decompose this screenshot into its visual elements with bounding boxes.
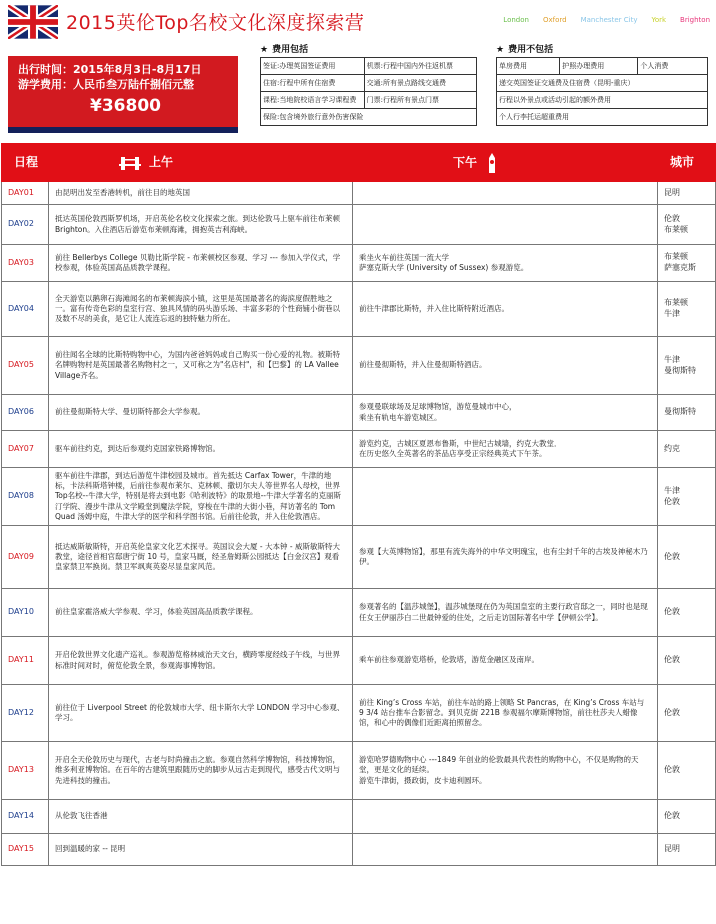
itinerary-row xyxy=(2,637,716,685)
morning-activity: 前往闻名全球的比斯特购物中心，为国内爸爸妈妈或自己购买一份心爱的礼物。被斯特名牌购物村是英国最著名购物村之一，又可称之为"名店村"，和【巴黎】的 LA Vallee Village齐名。 xyxy=(49,337,353,395)
city-cell: 牛津 伦敦 xyxy=(658,468,716,526)
city-cell: 伦敦 xyxy=(658,589,716,637)
morning-activity: 全天游览以鹅卵石海滩闻名的布莱顿海滨小镇，这里是英国最著名的海滨度假胜地之一。富有传奇色彩的皇室行宫、独具风情的码头游乐场、丰富多彩的个性商铺小街巷以及数不尽的美食，是它让人流连忘返的独特魅力所在。 xyxy=(49,282,353,337)
afternoon-activity: 游览约克，古城区夏恩布鲁斯，中世纪古城墙，约克大教堂． 在历史悠久全英著名的茶品店享受正宗经典英式下午茶。 xyxy=(353,431,658,468)
day-label: DAY02 xyxy=(2,205,49,245)
trip-dates: 出行时间：2015年8月3日-8月17日 xyxy=(18,63,202,76)
itinerary-row xyxy=(2,337,716,395)
header-pm: 下午 xyxy=(353,144,658,182)
afternoon-activity: 游览哈罗德购物中心 ---1849 年创业的伦敦最具代表性的购物中心，不仅是购物的天堂，更是文化的延续。 游览牛津街，摄政街，皮卡迪利圆环。 xyxy=(353,742,658,800)
big-ben-icon xyxy=(487,153,497,173)
day-label: DAY04 xyxy=(2,282,49,337)
day-label: DAY14 xyxy=(2,800,49,834)
day-label: DAY11 xyxy=(2,637,49,685)
page-title: 2015英伦Top名校文化深度探索营 xyxy=(66,12,365,34)
morning-activity: 抵达威斯敏斯特，开启英伦皇家文化艺术探寻。英国议会大厦 - 大本钟 - 威斯敏斯特大教堂，途径首相官邸唐宁街 10 号，皇家马厩，经圣詹姆斯公园抵达【白金汉宫】观看皇家禁卫军换岗。禁卫军飒爽英姿尽显皇家风范。 xyxy=(49,526,353,589)
morning-activity: 前往皇家霍洛威大学参观、学习，体验英国高品质教学课程。 xyxy=(49,589,353,637)
afternoon-activity: 前往 King’s Cross 车站，前往车站的路上领略 St Pancras，在 King’s Cross 车站与 9 3/4 站台推车合影留念。到贝克街 221B 参观福尔摩斯博物馆，前往杜莎夫人蜡像馆，和心中的偶像们近距离拍照留念。 xyxy=(353,685,658,742)
morning-activity: 抵达英国伦敦西斯罗机场，开启英伦名校文化探索之旅。到达伦敦马上驱车前往布莱顿 Brighton。入住酒店后游览布莱顿海滩，拥抱英吉利海峡。 xyxy=(49,205,353,245)
itinerary-row xyxy=(2,182,716,205)
morning-activity: 驱车前往约克，到达后参观约克国家铁路博物馆。 xyxy=(49,431,353,468)
morning-activity: 前往曼彻斯特大学、曼切斯特都会大学参观。 xyxy=(49,395,353,431)
tower-bridge-icon xyxy=(119,156,141,170)
itinerary-row xyxy=(2,431,716,468)
excluded-cell: 个人消费 xyxy=(638,58,708,75)
afternoon-activity xyxy=(353,182,658,205)
included-title: ★ 费用包括 xyxy=(260,45,309,55)
city-cell: 布莱顿 萨塞克斯 xyxy=(658,245,716,282)
included-cell: 住宿:行程中所有住宿费 xyxy=(261,75,365,92)
day-label: DAY03 xyxy=(2,245,49,282)
day-label: DAY12 xyxy=(2,685,49,742)
morning-activity: 开启全天伦敦历史与现代，古老与时尚撞击之旅。参观自然科学博物馆，科技博物馆，维多利亚博物馆。在百年的古建筑里跟随历史的脚步从远古走到现代，感受古代文明与先进科技的撞击。 xyxy=(49,742,353,800)
city-cell: 布莱顿 牛津 xyxy=(658,282,716,337)
afternoon-activity: 参观曼联球场及足球博物馆，游览曼城市中心， 乘坐有轨电车游览城区。 xyxy=(353,395,658,431)
morning-activity: 驱车前往牛津郡，到达后游览牛津校园及城市。首先抵达 Carfax Tower，牛津的地标，卡法科斯塔钟楼，后前往参观布莱尔、克林顿、撒切尔夫人等世界名人母校，世界Top名校--牛津大学，特别是将去到电影《哈利波特》的取景地--牛津大学著名的克丽斯汀学院、漫步牛津从文学殿堂到魔法学院，穿梭在牛津的大街小巷，拜访著名的 Tom Quad 汤姆中庭，牛津大学的医学和科学图书馆。后前往伦敦，并入住伦敦酒店。 xyxy=(49,468,353,526)
city-cell: 伦敦 xyxy=(658,800,716,834)
itinerary-row xyxy=(2,742,716,800)
itinerary-table xyxy=(1,143,716,866)
day-label: DAY07 xyxy=(2,431,49,468)
excluded-cell: 行程以外景点或活动引起的额外费用 xyxy=(497,92,708,109)
city-cell: 曼彻斯特 xyxy=(658,395,716,431)
city-cell: 伦敦 xyxy=(658,685,716,742)
trip-fee: 游学费用：人民币叁万陆仟捌佰元整 xyxy=(18,78,194,91)
city-cell: 昆明 xyxy=(658,834,716,866)
itinerary-row xyxy=(2,526,716,589)
city-list xyxy=(489,16,710,24)
city-label: London xyxy=(503,16,529,24)
city-cell: 伦敦 布莱顿 xyxy=(658,205,716,245)
day-label: DAY08 xyxy=(2,468,49,526)
afternoon-activity: 乘车前往参观游览塔桥，伦敦塔，游览金融区及南岸。 xyxy=(353,637,658,685)
city-label: Oxford xyxy=(542,16,567,24)
itinerary-row xyxy=(2,834,716,866)
afternoon-activity xyxy=(353,468,658,526)
itinerary-row xyxy=(2,205,716,245)
city-label: Brighton xyxy=(680,16,710,24)
excluded-cell: 个人行李托运超重费用 xyxy=(497,109,708,126)
included-cell: 课程:当地院校语言学习课程费 xyxy=(261,92,365,109)
star-icon: ★ xyxy=(496,45,505,55)
afternoon-activity xyxy=(353,205,658,245)
day-label: DAY05 xyxy=(2,337,49,395)
itinerary-row xyxy=(2,589,716,637)
included-cell: 机票:行程中国内外往返机票 xyxy=(364,58,476,75)
included-cell: 保险:包含境外旅行意外伤害保险 xyxy=(261,109,477,126)
header-am: 上午 xyxy=(49,144,353,182)
city-cell: 伦敦 xyxy=(658,526,716,589)
afternoon-activity: 前往牛津郡比斯特，并入住比斯特附近酒店。 xyxy=(353,282,658,337)
included-cell: 交通:所有景点路线交通费 xyxy=(364,75,476,92)
excluded-title: ★ 费用不包括 xyxy=(496,45,554,55)
included-cell: 门票:行程所有景点门票 xyxy=(364,92,476,109)
trip-info-box xyxy=(8,56,238,127)
day-label: DAY10 xyxy=(2,589,49,637)
header-city: 城市 xyxy=(658,144,716,182)
city-label: Manchester City xyxy=(580,16,638,24)
trip-price: ¥36800 xyxy=(90,96,161,116)
itinerary-row xyxy=(2,245,716,282)
afternoon-activity: 参观著名的【温莎城堡】，温莎城堡现在仍为英国皇室的主要行政官邸之一，同时也是现任女王伊丽莎白二世最钟爱的住处，之后走访国际著名中学【伊顿公学】。 xyxy=(353,589,658,637)
excluded-table xyxy=(496,57,708,126)
morning-activity: 前往 Bellerbys College 贝勒比斯学院 - 布莱顿校区参观、学习 --- 参加入学仪式，学校参观，体验英国高品质教学课程。 xyxy=(49,245,353,282)
header-day: 日程 xyxy=(2,144,49,182)
itinerary-row xyxy=(2,468,716,526)
afternoon-activity: 前往曼彻斯特，并入住曼彻斯特酒店。 xyxy=(353,337,658,395)
day-label: DAY13 xyxy=(2,742,49,800)
city-cell: 伦敦 xyxy=(658,742,716,800)
morning-activity: 由昆明出发至香港转机，前往目的地英国 xyxy=(49,182,353,205)
city-cell: 伦敦 xyxy=(658,637,716,685)
divider xyxy=(8,127,238,133)
itinerary-row xyxy=(2,395,716,431)
morning-activity: 回到温暖的家 -- 昆明 xyxy=(49,834,353,866)
morning-activity: 从伦敦飞往香港 xyxy=(49,800,353,834)
included-table xyxy=(260,57,477,126)
afternoon-activity xyxy=(353,834,658,866)
afternoon-activity: 乘坐火车前往英国一流大学 萨塞克斯大学 (University of Sussex) 参观游览。 xyxy=(353,245,658,282)
afternoon-activity: 参观【大英博物馆】，那里有流失海外的中华文明瑰宝，也有尘封千年的古埃及神秘木乃伊。 xyxy=(353,526,658,589)
excluded-cell: 护照办理费用 xyxy=(560,58,638,75)
morning-activity: 开启伦敦世界文化遗产巡礼。参观游览格林威治天文台，横跨零度经线子午线，与世界标准时间对时，俯览伦敦全景，参观海事博物馆。 xyxy=(49,637,353,685)
city-cell: 昆明 xyxy=(658,182,716,205)
day-label: DAY06 xyxy=(2,395,49,431)
city-label: York xyxy=(651,16,667,24)
city-cell: 牛津 曼彻斯特 xyxy=(658,337,716,395)
star-icon: ★ xyxy=(260,45,269,55)
morning-activity: 前往位于 Liverpool Street 的伦敦城市大学、纽卡斯尔大学 LONDON 学习中心参观、学习。 xyxy=(49,685,353,742)
day-label: DAY09 xyxy=(2,526,49,589)
itinerary-row xyxy=(2,282,716,337)
city-cell: 约克 xyxy=(658,431,716,468)
day-label: DAY01 xyxy=(2,182,49,205)
excluded-cell: 递交英国签证交通费及住宿费（昆明-重庆） xyxy=(497,75,708,92)
union-jack-flag-icon xyxy=(8,5,58,39)
itinerary-row xyxy=(2,800,716,834)
day-label: DAY15 xyxy=(2,834,49,866)
excluded-cell: 单房费用 xyxy=(497,58,560,75)
itinerary-header-row xyxy=(2,144,716,182)
afternoon-activity xyxy=(353,800,658,834)
included-cell: 签证:办理英国签证费用 xyxy=(261,58,365,75)
itinerary-row xyxy=(2,685,716,742)
